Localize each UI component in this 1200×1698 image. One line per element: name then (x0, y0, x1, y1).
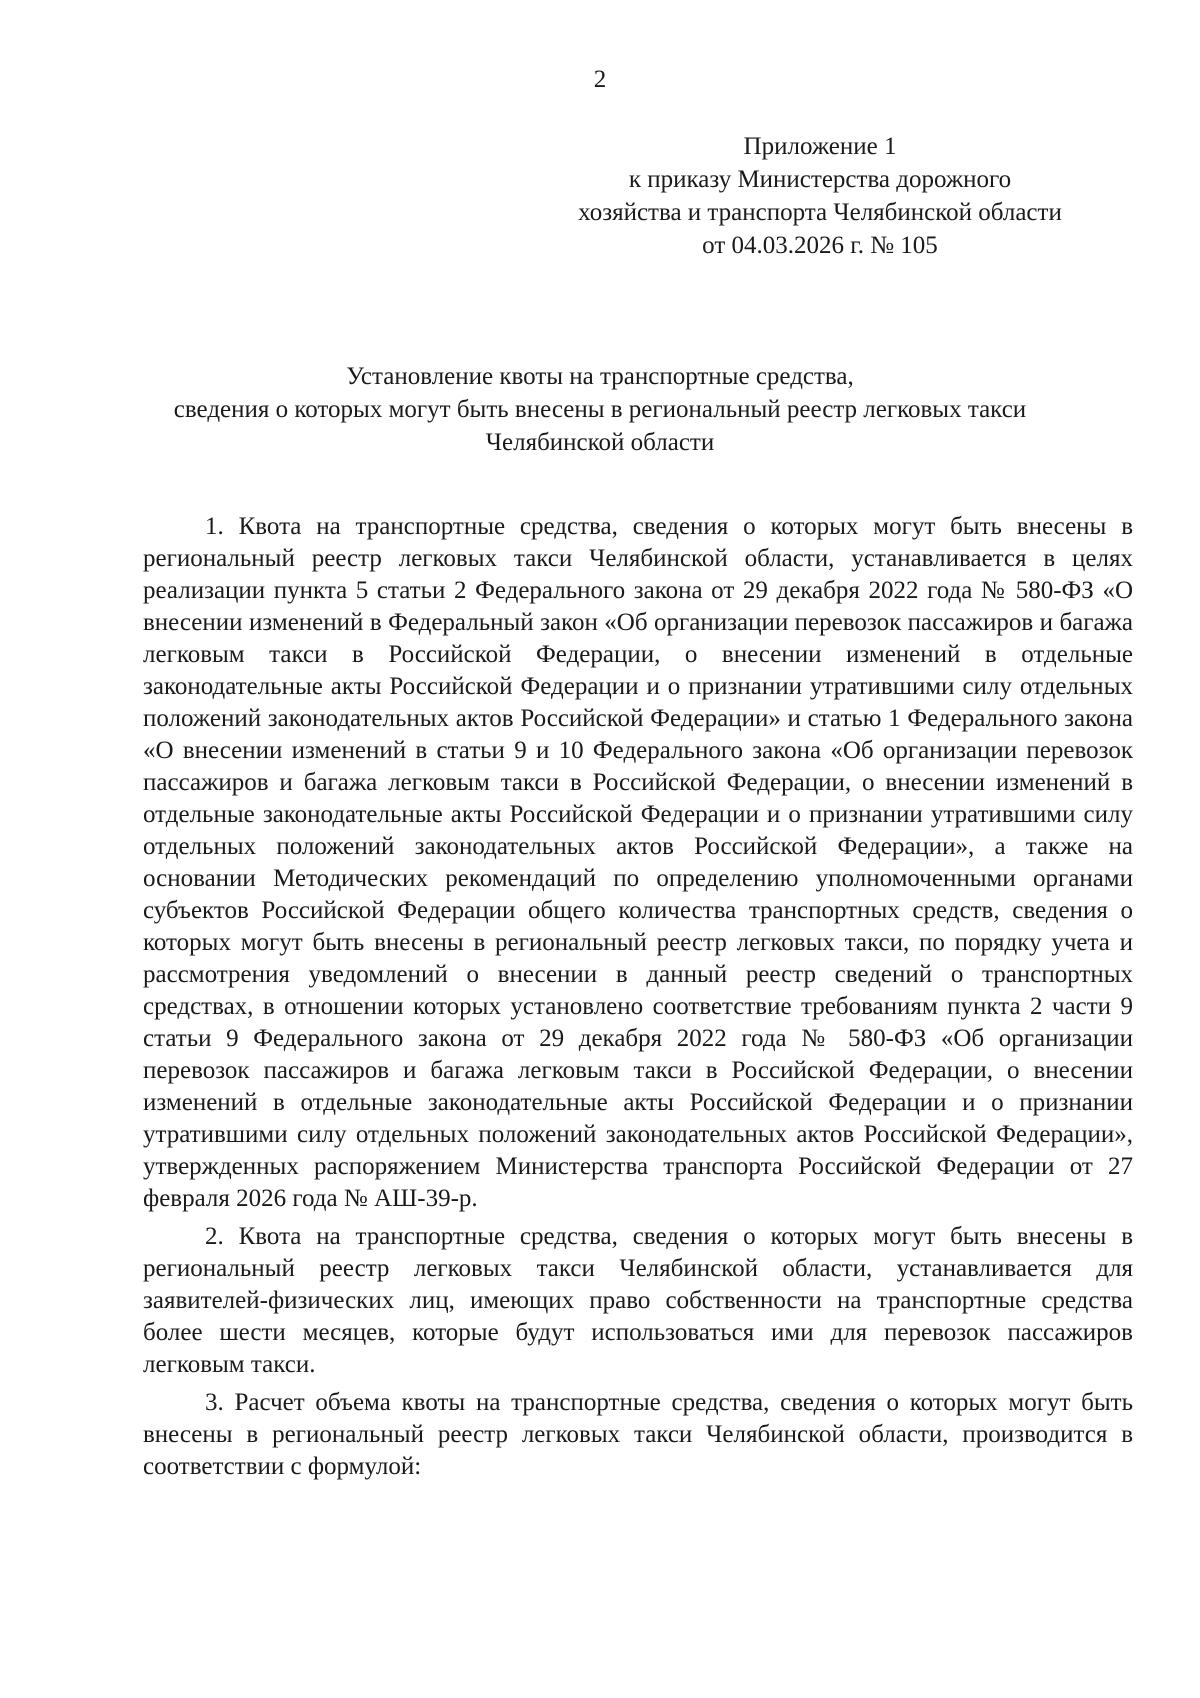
appendix-header (520, 130, 1120, 262)
paragraph-2: 2. Квота на транспортные средства, сведения о которых могут быть внесены в региональный реестр легковых такси Челябинской области, устанавливается для заявителей-физических лиц, имеющих право собственности на транспортные средства более шести месяцев, которые будут использоваться ими для перевозок пассажиров легковым такси. (143, 1223, 1133, 1378)
document-title (60, 360, 1140, 459)
appendix-ministry: хозяйства и транспорта Челябинской области (578, 199, 1062, 226)
document-title-line-1: Установление квоты на транспортные средства, (346, 363, 854, 390)
appendix-reference: к приказу Министерства дорожного (628, 166, 1012, 193)
document-title-line-3: Челябинской области (485, 429, 715, 456)
paragraph-1: 1. Квота на транспортные средства, сведения о которых могут быть внесены в региональный реестр легковых такси Челябинской области, устанавливается в целях реализации пункта 5 статьи 2 Федерального закона от 29 декабря 2022 года № 580-ФЗ «О внесении изменений в Федеральный закон «Об организации перевозок пассажиров и багажа легковым такси в Российской Федерации, о внесении изменений в отдельные законодательные акты Российской Федерации и о признании утратившими силу отдельных положений законодательных актов Российской Федерации» и статью 1 Федерального закона «О внесении изменений в статьи 9 и 10 Федерального закона «Об организации перевозок пассажиров и багажа легковым такси в Российской Федерации, о внесении изменений в отдельные законодательные акты Российской Федерации и о признании утратившими силу отдельных положений законодательных актов Российской Федерации», а также на основании Методических рекомендаций по определению уполномоченными органами субъектов Российской Федерации общего количества транспортных средств, сведения о которых могут быть внесены в региональный реестр легковых такси, по порядку учета и рассмотрения уведомлений о внесении в данный реестр сведений о транспортных средствах, в отношении которых установлено соответствие требованиям пункта 2 части 9 статьи 9 Федерального закона от 29 декабря 2022 года № 580-ФЗ «Об организации перевозок пассажиров и багажа легковым такси в Российской Федерации, о внесении изменений в отдельные законодательные акты Российской Федерации и о признании утратившими силу отдельных положений законодательных актов Российской Федерации», утвержденных распоряжением Министерства транспорта Российской Федерации от 27 февраля 2026 года № АШ-39-р. (143, 513, 1133, 1212)
paragraph-3: 3. Расчет объема квоты на транспортные средства, сведения о которых могут быть внесены в региональный реестр легковых такси Челябинской области, производится в соответствии с формулой: (143, 1389, 1133, 1480)
document-title-line-2: сведения о которых могут быть внесены в региональный реестр легковых такси (173, 396, 1027, 423)
page-number: 2 (593, 66, 607, 93)
document-body (143, 511, 1133, 1489)
appendix-date-number: от 04.03.2026 г. № 105 (702, 232, 938, 259)
appendix-title: Приложение 1 (743, 133, 897, 160)
